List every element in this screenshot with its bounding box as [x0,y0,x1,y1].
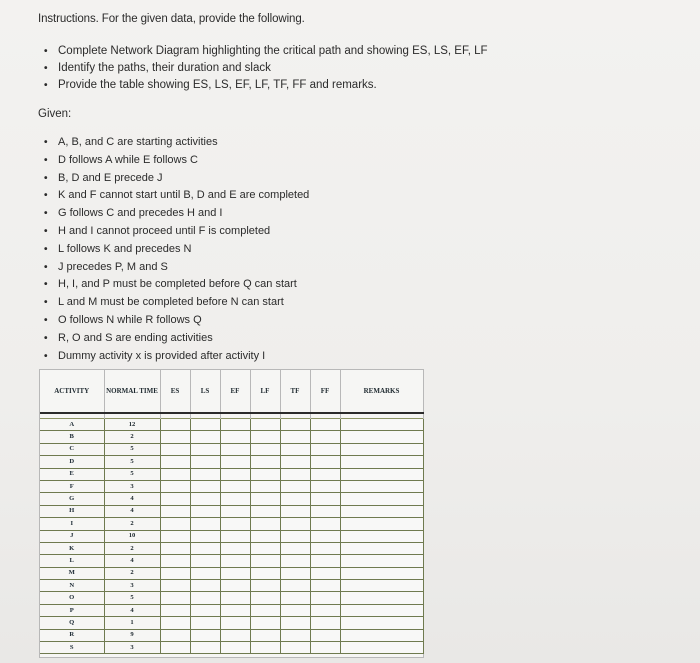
remarks-cell [340,480,423,492]
header-ff: FF [310,370,340,413]
es-cell [160,431,190,443]
activity-cell: N [40,580,104,592]
ls-cell [190,592,220,604]
normal-time-cell: 12 [104,419,160,431]
tf-cell [280,555,310,567]
activity-cell: R [40,629,104,641]
ef-cell [220,542,250,554]
ef-cell [220,642,250,654]
lf-cell [250,555,280,567]
ef-cell [220,493,250,505]
tf-cell [280,629,310,641]
task-list [44,43,488,94]
table-row [40,629,423,641]
tf-cell [280,642,310,654]
es-cell [160,443,190,455]
normal-time-cell: 1 [104,617,160,629]
activity-cell: S [40,642,104,654]
remarks-cell [340,555,423,567]
remarks-cell [340,518,423,530]
normal-time-cell: 3 [104,480,160,492]
header-tf: TF [280,370,310,413]
ff-cell [310,580,340,592]
activity-cell: Q [40,617,104,629]
es-cell [160,555,190,567]
normal-time-cell: 9 [104,629,160,641]
ef-cell [220,419,250,431]
ls-cell [190,604,220,616]
es-cell [160,604,190,616]
activity-cell: D [40,456,104,468]
table-row [40,431,423,443]
ef-cell [220,456,250,468]
ls-cell [190,493,220,505]
ff-cell [310,493,340,505]
table-row [40,443,423,455]
header-activity: ACTIVITY [40,370,104,413]
given-item: • R, O and S are ending activities [44,330,309,348]
ff-cell [310,617,340,629]
activity-table [40,370,424,654]
ef-cell [220,580,250,592]
normal-time-cell: 5 [104,443,160,455]
normal-time-cell: 3 [104,580,160,592]
es-cell [160,530,190,542]
lf-cell [250,580,280,592]
lf-cell [250,617,280,629]
ff-cell [310,468,340,480]
ef-cell [220,530,250,542]
ff-cell [310,431,340,443]
lf-cell [250,505,280,517]
task-item: • Identify the paths, their duration and slack [44,60,488,77]
ef-cell [220,443,250,455]
ls-cell [190,443,220,455]
activity-cell: L [40,555,104,567]
tf-cell [280,518,310,530]
lf-cell [250,542,280,554]
given-item: • J precedes P, M and S [44,259,309,277]
ls-cell [190,555,220,567]
table-header-row [40,370,423,413]
remarks-cell [340,642,423,654]
ls-cell [190,629,220,641]
tf-cell [280,505,310,517]
es-cell [160,518,190,530]
normal-time-cell: 2 [104,518,160,530]
table-row [40,580,423,592]
activity-cell: O [40,592,104,604]
remarks-cell [340,629,423,641]
es-cell [160,642,190,654]
given-item: • O follows N while R follows Q [44,312,309,330]
remarks-cell [340,542,423,554]
ls-cell [190,468,220,480]
table-row [40,530,423,542]
ls-cell [190,518,220,530]
ff-cell [310,443,340,455]
remarks-cell [340,493,423,505]
ff-cell [310,542,340,554]
lf-cell [250,629,280,641]
lf-cell [250,604,280,616]
es-cell [160,592,190,604]
given-item: • H and I cannot proceed until F is completed [44,223,309,241]
task-item: • Complete Network Diagram highlighting the critical path and showing ES, LS, EF, LF [44,43,488,60]
lf-cell [250,468,280,480]
tf-cell [280,542,310,554]
activity-table-sheet [39,369,424,658]
given-item: • B, D and E precede J [44,170,309,188]
ls-cell [190,580,220,592]
ef-cell [220,505,250,517]
lf-cell [250,431,280,443]
table-row [40,555,423,567]
given-list [44,134,309,365]
ls-cell [190,480,220,492]
table-row [40,604,423,616]
ff-cell [310,518,340,530]
remarks-cell [340,505,423,517]
table-row [40,617,423,629]
remarks-cell [340,592,423,604]
ls-cell [190,419,220,431]
table-row [40,542,423,554]
activity-cell: K [40,542,104,554]
table-row [40,642,423,654]
given-item: • L follows K and precedes N [44,241,309,259]
normal-time-cell: 4 [104,505,160,517]
ff-cell [310,456,340,468]
remarks-cell [340,580,423,592]
header-lf: LF [250,370,280,413]
activity-cell: I [40,518,104,530]
ls-cell [190,567,220,579]
ff-cell [310,592,340,604]
ef-cell [220,555,250,567]
ef-cell [220,431,250,443]
lf-cell [250,530,280,542]
header-es: ES [160,370,190,413]
tf-cell [280,530,310,542]
ls-cell [190,530,220,542]
tf-cell [280,443,310,455]
activity-cell: C [40,443,104,455]
es-cell [160,567,190,579]
activity-cell: F [40,480,104,492]
ff-cell [310,480,340,492]
lf-cell [250,518,280,530]
normal-time-cell: 5 [104,456,160,468]
activity-cell: A [40,419,104,431]
lf-cell [250,443,280,455]
normal-time-cell: 4 [104,555,160,567]
remarks-cell [340,431,423,443]
normal-time-cell: 5 [104,592,160,604]
es-cell [160,629,190,641]
ff-cell [310,567,340,579]
normal-time-cell: 4 [104,604,160,616]
normal-time-cell: 10 [104,530,160,542]
normal-time-cell: 4 [104,493,160,505]
table-row [40,518,423,530]
ls-cell [190,431,220,443]
given-item: • A, B, and C are starting activities [44,134,309,152]
ef-cell [220,604,250,616]
activity-cell: B [40,431,104,443]
ff-cell [310,629,340,641]
remarks-cell [340,456,423,468]
ff-cell [310,530,340,542]
lf-cell [250,642,280,654]
es-cell [160,468,190,480]
ls-cell [190,642,220,654]
given-item: • G follows C and precedes H and I [44,205,309,223]
ls-cell [190,617,220,629]
es-cell [160,480,190,492]
tf-cell [280,592,310,604]
normal-time-cell: 3 [104,642,160,654]
table-row [40,456,423,468]
tf-cell [280,617,310,629]
table-row [40,592,423,604]
tf-cell [280,604,310,616]
lf-cell [250,480,280,492]
tf-cell [280,580,310,592]
header-ef: EF [220,370,250,413]
es-cell [160,505,190,517]
tf-cell [280,456,310,468]
ls-cell [190,456,220,468]
lf-cell [250,456,280,468]
es-cell [160,580,190,592]
ff-cell [310,555,340,567]
header-normal-time: NORMAL TIME [104,370,160,413]
normal-time-cell: 2 [104,542,160,554]
task-item: • Provide the table showing ES, LS, EF, LF, TF, FF and remarks. [44,77,488,94]
given-item: • Dummy activity x is provided after activity I [44,348,309,366]
remarks-cell [340,604,423,616]
activity-cell: E [40,468,104,480]
header-remarks: REMARKS [340,370,423,413]
remarks-cell [340,443,423,455]
tf-cell [280,480,310,492]
ef-cell [220,617,250,629]
activity-cell: H [40,505,104,517]
lf-cell [250,592,280,604]
given-label: Given: [38,108,72,120]
remarks-cell [340,419,423,431]
ff-cell [310,604,340,616]
es-cell [160,456,190,468]
normal-time-cell: 2 [104,567,160,579]
remarks-cell [340,567,423,579]
normal-time-cell: 2 [104,431,160,443]
given-item: • H, I, and P must be completed before Q can start [44,276,309,294]
ff-cell [310,642,340,654]
remarks-cell [340,617,423,629]
tf-cell [280,468,310,480]
ef-cell [220,518,250,530]
ef-cell [220,592,250,604]
es-cell [160,617,190,629]
ef-cell [220,480,250,492]
ff-cell [310,419,340,431]
activity-cell: M [40,567,104,579]
normal-time-cell: 5 [104,468,160,480]
given-item: • K and F cannot start until B, D and E are completed [44,187,309,205]
remarks-cell [340,530,423,542]
activity-cell: G [40,493,104,505]
lf-cell [250,493,280,505]
tf-cell [280,567,310,579]
table-row [40,493,423,505]
ls-cell [190,505,220,517]
tf-cell [280,431,310,443]
lf-cell [250,567,280,579]
es-cell [160,493,190,505]
tf-cell [280,493,310,505]
table-row [40,468,423,480]
activity-cell: J [40,530,104,542]
ff-cell [310,505,340,517]
table-row [40,480,423,492]
remarks-cell [340,468,423,480]
table-row [40,419,423,431]
tf-cell [280,419,310,431]
header-ls: LS [190,370,220,413]
table-row [40,505,423,517]
lf-cell [250,419,280,431]
instructions-heading: Instructions. For the given data, provide the following. [38,13,305,25]
ls-cell [190,542,220,554]
given-item: • D follows A while E follows C [44,152,309,170]
ef-cell [220,567,250,579]
ef-cell [220,468,250,480]
es-cell [160,419,190,431]
table-row [40,567,423,579]
es-cell [160,542,190,554]
ef-cell [220,629,250,641]
table-body [40,419,423,654]
given-item: • L and M must be completed before N can start [44,294,309,312]
activity-cell: P [40,604,104,616]
